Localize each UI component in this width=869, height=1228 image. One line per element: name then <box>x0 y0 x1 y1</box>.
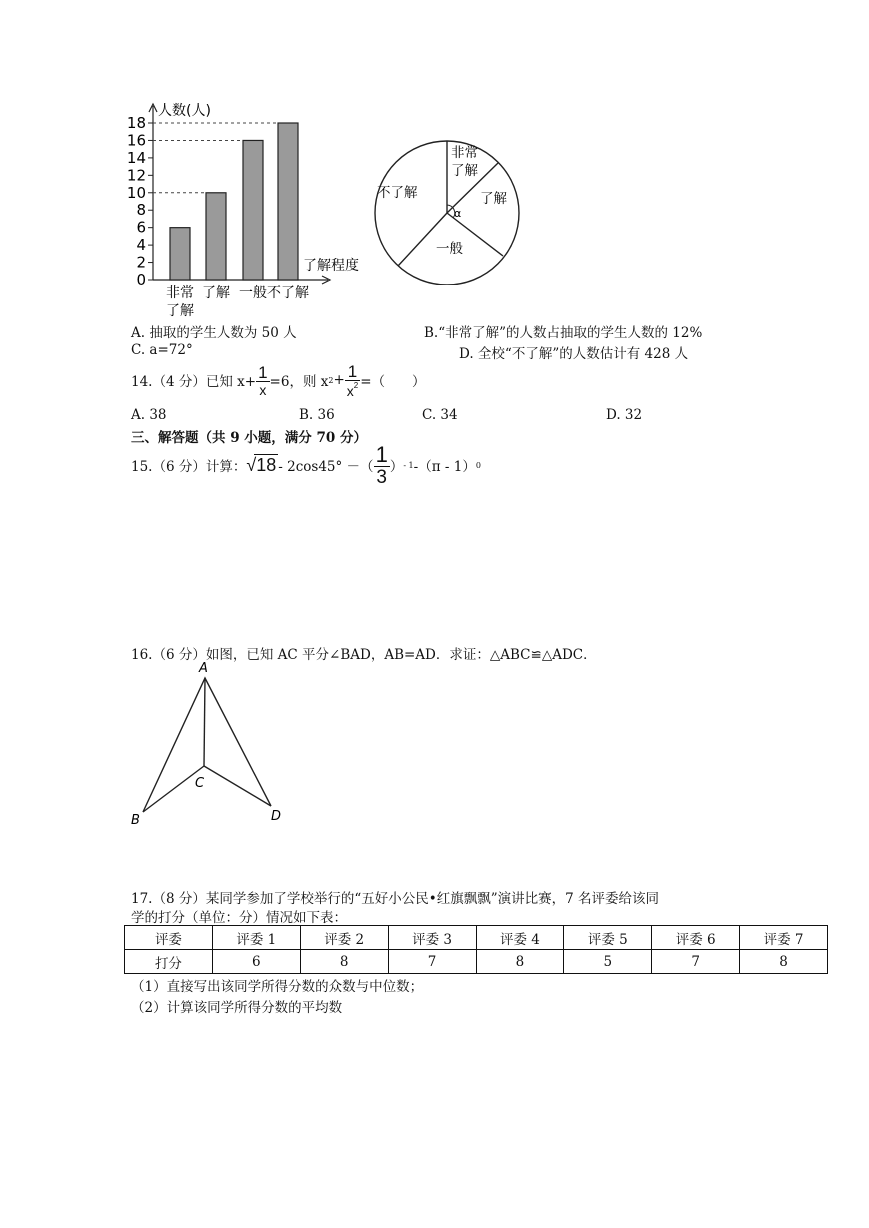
q14-option-b: B. 36 <box>299 407 335 423</box>
q16-label-c: C <box>195 776 205 791</box>
y-tick-label: 2 <box>136 253 146 272</box>
table-cell: 6 <box>212 950 300 974</box>
q16-outline <box>143 678 271 812</box>
pie-label-unknown: 不了解 <box>377 185 418 201</box>
q14-prefix: 14.（4 分）已知 x+ <box>131 374 257 390</box>
q14-suffix: =（ ） <box>360 374 426 390</box>
y-tick-label: 12 <box>126 166 146 185</box>
q14-frac2-num: 1 <box>345 363 360 381</box>
bar <box>278 123 298 280</box>
q14-frac2-den <box>345 381 360 398</box>
table-header-cell: 评委 3 <box>388 926 476 950</box>
table-cell: 打分 <box>125 950 213 974</box>
q14-frac1-den: x <box>259 381 267 398</box>
bar-chart <box>120 98 380 323</box>
q14-option-c: C. 34 <box>422 407 458 423</box>
q17-stem-line2: 学的打分（单位：分）情况如下表： <box>131 910 347 926</box>
x-category-label: 不了解 <box>267 285 309 301</box>
q17-sub-question-2: （2）计算该同学所得分数的平均数 <box>131 1000 343 1016</box>
q14-fraction-1 <box>256 364 269 397</box>
y-tick-label: 6 <box>136 218 146 237</box>
q14-frac2-den-sup: 2 <box>353 380 359 390</box>
q14-frac1-num: 1 <box>258 362 268 382</box>
q17-sub-question-1: （1）直接写出该同学所得分数的众数与中位数； <box>131 979 424 995</box>
q15-frac-num: 1 <box>375 441 388 467</box>
q13-option-d: D. 全校“不了解”的人数估计有 428 人 <box>459 346 689 362</box>
q15-exp2: 0 <box>475 460 481 470</box>
q14-fraction-2 <box>345 363 360 398</box>
table-header-cell: 评委 4 <box>476 926 564 950</box>
bar <box>170 228 190 280</box>
y-tick-label: 10 <box>126 183 146 202</box>
q13-option-a: A. 抽取的学生人数为 50 人 <box>131 325 297 341</box>
q14-option-d: D. 32 <box>606 407 643 423</box>
q16-triangle-figure <box>126 658 296 830</box>
bar <box>206 193 226 280</box>
pie-divider-unknown <box>398 213 447 266</box>
y-tick-label: 14 <box>126 148 146 167</box>
q15-exp1: - 1 <box>403 460 414 470</box>
q15-radicand: 18 <box>256 455 277 475</box>
pie-label-know: 了解 <box>480 191 507 207</box>
table-header-cell: 评委 6 <box>652 926 740 950</box>
q15-stem <box>131 441 481 488</box>
y-tick-label: 18 <box>126 114 146 132</box>
section-3-heading: 三、解答题（共 9 小题，满分 70 分） <box>131 430 367 446</box>
q16-label-a: A <box>199 661 208 676</box>
q15-part3: -（π - 1） <box>413 459 476 475</box>
y-tick-label: 4 <box>136 236 146 255</box>
q14-stem <box>131 360 426 400</box>
pie-label-general: 一般 <box>436 241 463 257</box>
q16-label-d: D <box>271 809 282 824</box>
q17-stem-line1: 17.（8 分）某同学参加了学校举行的“五好小公民•红旗飘飘”演讲比赛，7 名评委给该同 <box>131 891 659 907</box>
q15-part1: - 2cos45° －（ <box>278 459 374 475</box>
q15-fraction <box>374 441 390 488</box>
pie-label-very-1: 非常 <box>451 145 478 161</box>
pie-label-alpha: α <box>454 207 462 220</box>
table-cell: 8 <box>476 950 564 974</box>
q15-part2: ） <box>389 459 404 475</box>
q14-frac2-den-base: x <box>346 382 354 399</box>
table-cell: 8 <box>740 950 828 974</box>
table-header-cell: 评委 7 <box>740 926 828 950</box>
table-cell: 8 <box>300 950 388 974</box>
q13-option-c: C. a=72° <box>131 342 193 358</box>
q16-segment-ac <box>204 678 205 766</box>
x-category-label: 了解 <box>202 285 230 301</box>
bar <box>243 140 263 280</box>
x-category-label: 一般 <box>239 285 267 301</box>
x-axis-title: 了解程度 <box>303 258 359 274</box>
q16-stem: 16.（6 分）如图，已知 AC 平分∠BAD，AB=AD．求证：△ABC≌△ADC． <box>131 647 597 663</box>
table-header-cell: 评委 1 <box>212 926 300 950</box>
y-axis-title: 人数(人) <box>158 103 211 119</box>
q15-sqrt: √18 <box>246 455 277 475</box>
q14-mid: =6，则 x <box>269 374 329 390</box>
q15-prefix: 15.（6 分）计算： <box>131 459 247 475</box>
q13-option-b: B.“非常了解”的人数占抽取的学生人数的 12% <box>424 325 703 341</box>
q17-score-table <box>124 925 828 974</box>
table-header-cell: 评委 2 <box>300 926 388 950</box>
y-tick-label: 16 <box>126 131 146 150</box>
table-cell: 5 <box>564 950 652 974</box>
q16-label-b: B <box>131 813 140 828</box>
y-tick-label: 0 <box>136 271 146 289</box>
table-header-cell: 评委 <box>125 926 213 950</box>
pie-chart <box>365 125 535 285</box>
q14-sup-2: 2 <box>328 375 334 385</box>
q15-frac-den: 3 <box>376 466 387 488</box>
q14-option-a: A. 38 <box>131 407 167 423</box>
x-category-label: 非常 <box>166 285 194 301</box>
table-cell: 7 <box>652 950 740 974</box>
pie-label-very-2: 了解 <box>451 163 478 179</box>
table-row <box>125 926 828 950</box>
x-category-label-line2: 了解 <box>166 303 194 319</box>
table-header-cell: 评委 5 <box>564 926 652 950</box>
y-tick-label: 8 <box>136 201 146 220</box>
table-row <box>125 950 828 974</box>
table-cell: 7 <box>388 950 476 974</box>
q14-plus: + <box>333 372 345 388</box>
